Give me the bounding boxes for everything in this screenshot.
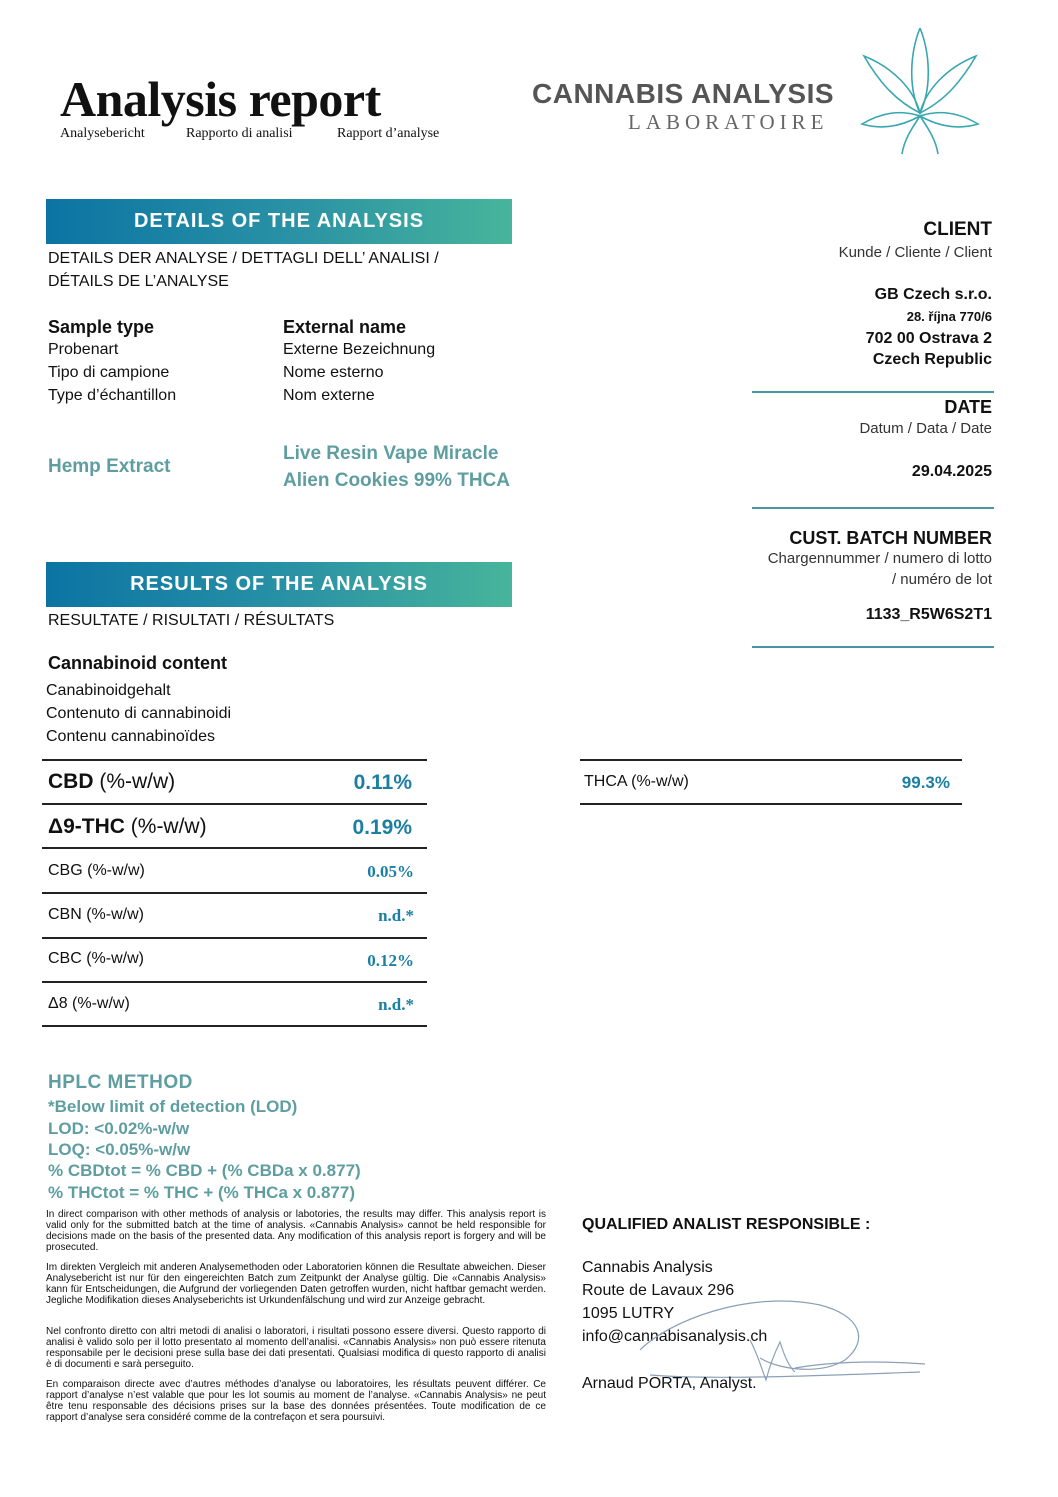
- sample-type-value: Hemp Extract: [48, 456, 171, 477]
- method-lod: LOD: <0.02%-w/w: [48, 1119, 190, 1138]
- row-cbd-label: [48, 770, 175, 794]
- results-banner: RESULTS OF THE ANALYSIS: [46, 562, 512, 607]
- title-translation-it: Rapporto di analisi: [186, 126, 293, 141]
- method-thctot: % THCtot = % THC + (% THCa x 0.877): [48, 1183, 356, 1202]
- client-label: CLIENT: [923, 219, 992, 240]
- disclaimer-de: Im direkten Vergleich mit anderen Analysemethoden oder Laboratorien können die Resultate abweichen. Dieser Analysebericht ist nur für den eingereichten Batch zum Zeitpunkt der Analyse gültig. Die «Cannabis Analysis» kann für Entscheidungen, die Aufgrund der vorliegenden Daten getroffen wurden, nicht haftbar gemacht werden. Jegliche Modifikation dieses Analyseberichts ist Urkundenfälschung und wird zur Anzeige gebracht.: [46, 1262, 546, 1306]
- date-label: DATE: [944, 397, 992, 417]
- client-translations: Kunde / Cliente / Client: [838, 244, 992, 261]
- client-country: Czech Republic: [872, 351, 992, 368]
- signatory: Arnaud PORTA, Analyst.: [582, 1375, 757, 1392]
- external-name-translation-de: Externe Bezeichnung: [283, 341, 436, 358]
- external-name-value-1: Live Resin Vape Miracle: [283, 443, 499, 464]
- table-rule: [42, 847, 427, 849]
- row-cbd-unit: (%-w/w): [93, 770, 176, 793]
- cannabinoid-translation-de: Canabinoidgehalt: [46, 682, 171, 699]
- row-thc-label: [48, 815, 207, 839]
- batch-label: CUST. BATCH NUMBER: [789, 528, 992, 548]
- client-city: 702 00 Ostrava 2: [865, 330, 992, 347]
- method-cbdtot: % CBDtot = % CBD + (% CBDa x 0.877): [48, 1161, 361, 1180]
- client-name: GB Czech s.r.o.: [874, 286, 992, 303]
- external-name-translation-it: Nome esterno: [283, 364, 384, 381]
- responsible-label: QUALIFIED ANALIST RESPONSIBLE :: [582, 1216, 871, 1233]
- signature-icon: [630, 1280, 940, 1390]
- sample-type-translation-it: Tipo di campione: [48, 364, 170, 381]
- details-banner: DETAILS OF THE ANALYSIS: [46, 199, 512, 244]
- table-rule: [42, 981, 427, 983]
- row-cbg-label: CBG (%-w/w): [48, 862, 145, 879]
- batch-divider: [752, 646, 994, 648]
- sample-type-translation-de: Probenart: [48, 341, 119, 358]
- row-thc-name: Δ9-THC: [48, 815, 125, 838]
- table-rule: [42, 1025, 427, 1027]
- row-thca-value: 99.3%: [901, 773, 950, 792]
- table-rule: [42, 937, 427, 939]
- details-translations-2: DÉTAILS DE L’ANALYSE: [48, 273, 229, 290]
- logo-text-main: CANNABIS ANALYSIS: [532, 78, 835, 109]
- row-d8-label: Δ8 (%-w/w): [48, 995, 130, 1012]
- date-value: 29.04.2025: [911, 463, 992, 480]
- method-note-lod: *Below limit of detection (LOD): [48, 1097, 298, 1116]
- batch-value: 1133_R5W6S2T1: [865, 606, 992, 623]
- results-translations: RESULTATE / RISULTATI / RÉSULTATS: [48, 612, 335, 629]
- responsible-email: info@cannabisanalysis.ch: [582, 1328, 768, 1345]
- method-loq: LOQ: <0.05%-w/w: [48, 1140, 191, 1159]
- report-title: Analysis report: [60, 71, 381, 127]
- date-translations: Datum / Data / Date: [859, 420, 992, 437]
- client-divider: [752, 391, 994, 393]
- cannabinoid-translation-it: Contenuto di cannabinoidi: [46, 705, 232, 722]
- logo-text-sub: LABORATOIRE: [628, 110, 829, 134]
- row-d8-value: n.d.*: [378, 995, 414, 1014]
- row-cbc-value: 0.12%: [367, 951, 414, 970]
- cannabinoid-label: Cannabinoid content: [48, 653, 227, 673]
- sample-type-translation-fr: Type d’échantillon: [48, 387, 177, 404]
- batch-translations-2: / numéro de lot: [891, 571, 992, 588]
- row-cbg-value: 0.05%: [367, 862, 414, 881]
- external-name-value-2: Alien Cookies 99% THCA: [283, 470, 510, 491]
- row-thc-value: 0.19%: [352, 816, 412, 839]
- disclaimer-fr: En comparaison directe avec d’autres méthodes d’analyse ou laboratoires, les résultats peuvent différer. Ce rapport d’analyse n’est valable que pour les lot soumis au moment de l’analyse. «Cannabis Analysis» ne peut être tenu responsable des décisions prises sur la base des données présentées. Toute modification de ce rapport d’analyse sera considéré comme de la contrefaçon et sera poursuivi.: [46, 1379, 546, 1423]
- row-cbc-label: CBC (%-w/w): [48, 950, 144, 967]
- table-rule: [42, 892, 427, 894]
- row-thc-unit: (%-w/w): [124, 815, 207, 838]
- client-street: 28. října 770/6: [906, 309, 992, 324]
- details-translations-1: DETAILS DER ANALYSE / DETTAGLI DELL’ ANALISI /: [48, 250, 439, 267]
- external-name-label: External name: [283, 317, 407, 337]
- disclaimer-en: In direct comparison with other methods of analysis or labotories, the results may differ. This analysis report is valid only for the submitted batch at the time of analysis. «Cannabis Analysis» cannot be held responsible for decisions made on the basis of the presented data. Any modification of this analysis report is forgery and will be prosecuted.: [46, 1209, 546, 1253]
- row-cbn-value: n.d.*: [378, 906, 414, 925]
- row-cbd-name: CBD: [48, 770, 94, 793]
- table-rule: [580, 759, 962, 761]
- lab-logo: [530, 28, 990, 158]
- row-cbn-label: CBN (%-w/w): [48, 906, 144, 923]
- external-name-translation-fr: Nom externe: [283, 387, 375, 404]
- cannabis-leaf-icon: [858, 28, 983, 158]
- table-rule: [42, 803, 427, 805]
- method-title: HPLC METHOD: [48, 1072, 193, 1093]
- responsible-org: Cannabis Analysis: [582, 1259, 713, 1276]
- table-rule: [580, 803, 962, 805]
- batch-translations-1: Chargennummer / numero di lotto: [767, 550, 992, 567]
- disclaimer-it: Nel confronto diretto con altri metodi di analisi o laboratori, i risultati possono essere diversi. Questo rapporto di analisi è valido solo per il lotto presentato al momento dell’analisi. «Cannabis Analysis» non può essere ritenuta responsabile per le decisioni prese sulla base dei dati presentati. Qualsiasi modifica di questo rapporto di analisi è di documenti e sarà perseguito.: [46, 1326, 546, 1370]
- responsible-city: 1095 LUTRY: [582, 1305, 675, 1322]
- responsible-street: Route de Lavaux 296: [582, 1282, 735, 1299]
- date-divider: [752, 507, 994, 509]
- row-cbd-value: 0.11%: [353, 771, 412, 794]
- title-translation-fr: Rapport d’analyse: [337, 126, 440, 141]
- sample-type-label: Sample type: [48, 317, 155, 337]
- table-rule: [42, 759, 427, 761]
- title-translation-de: Analysebericht: [60, 126, 145, 141]
- cannabinoid-translation-fr: Contenu cannabinoïdes: [46, 728, 216, 745]
- row-thca-label: THCA (%-w/w): [584, 773, 689, 790]
